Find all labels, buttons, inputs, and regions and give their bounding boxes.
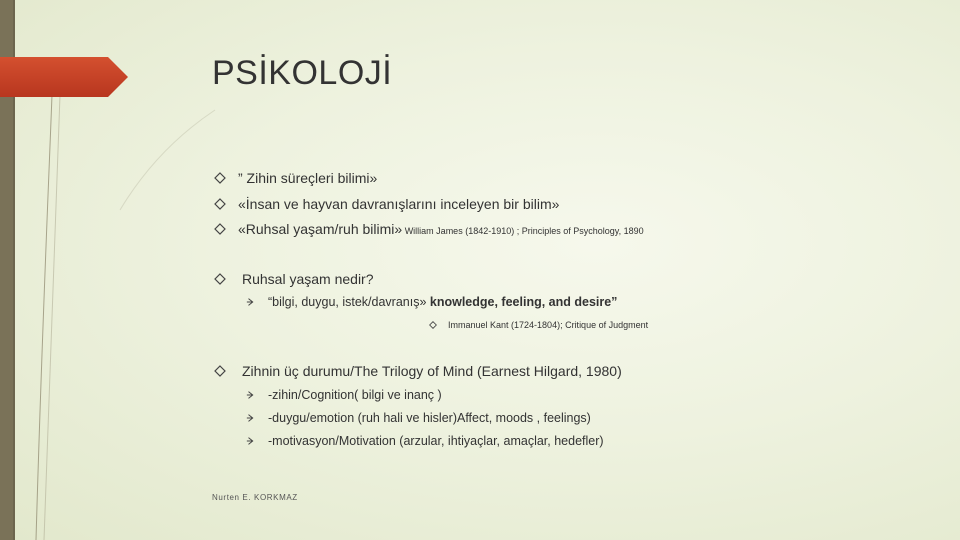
bullet-reference: William James (1842-1910) ; Principles of Psychology, 1890 xyxy=(402,226,644,236)
bullet-text: ” Zihin süreçleri bilimi» xyxy=(238,170,378,186)
sub-bullet-text: -zihin/Cognition( bilgi ve inanç ) xyxy=(268,388,442,402)
title-accent-tab xyxy=(0,57,128,97)
sub-bullet-bold-text: knowledge, feeling, and desire” xyxy=(429,295,618,309)
chevron-bullet-icon xyxy=(246,390,256,400)
sub-bullet-text: -duygu/emotion (ruh hali ve hisler)Affect, moods , feelings) xyxy=(268,411,591,425)
chevron-bullet-icon xyxy=(246,297,256,307)
chevron-bullet-icon xyxy=(246,436,256,446)
diamond-bullet-icon xyxy=(214,198,226,210)
diamond-bullet-icon xyxy=(214,273,226,285)
bullet-text: Ruhsal yaşam nedir? xyxy=(242,271,374,287)
slide-title: PSİKOLOJİ xyxy=(212,54,393,92)
sub-bullet-text: -motivasyon/Motivation (arzular, ihtiyaçlar, amaçlar, hedefler) xyxy=(268,434,604,448)
bullet-text: «Ruhsal yaşam/ruh bilimi» xyxy=(238,221,403,237)
bullet-text: Zihnin üç durumu/The Trilogy of Mind (Earnest Hilgard, 1980) xyxy=(242,363,622,379)
diamond-bullet-icon xyxy=(214,172,226,184)
diamond-bullet-icon xyxy=(214,365,226,377)
sub-sub-bullet-text: Immanuel Kant (1724-1804); Critique of Judgment xyxy=(448,320,649,330)
bullet-text: «İnsan ve hayvan davranışlarını inceleyen bir bilim» xyxy=(238,196,560,212)
footer-author: Nurten E. KORKMAZ xyxy=(212,493,298,502)
sub-bullet-text: “bilgi, duygu, istek/davranış» xyxy=(268,295,430,309)
diamond-bullet-icon xyxy=(214,223,226,235)
diamond-bullet-icon xyxy=(429,321,437,329)
chevron-bullet-icon xyxy=(246,413,256,423)
